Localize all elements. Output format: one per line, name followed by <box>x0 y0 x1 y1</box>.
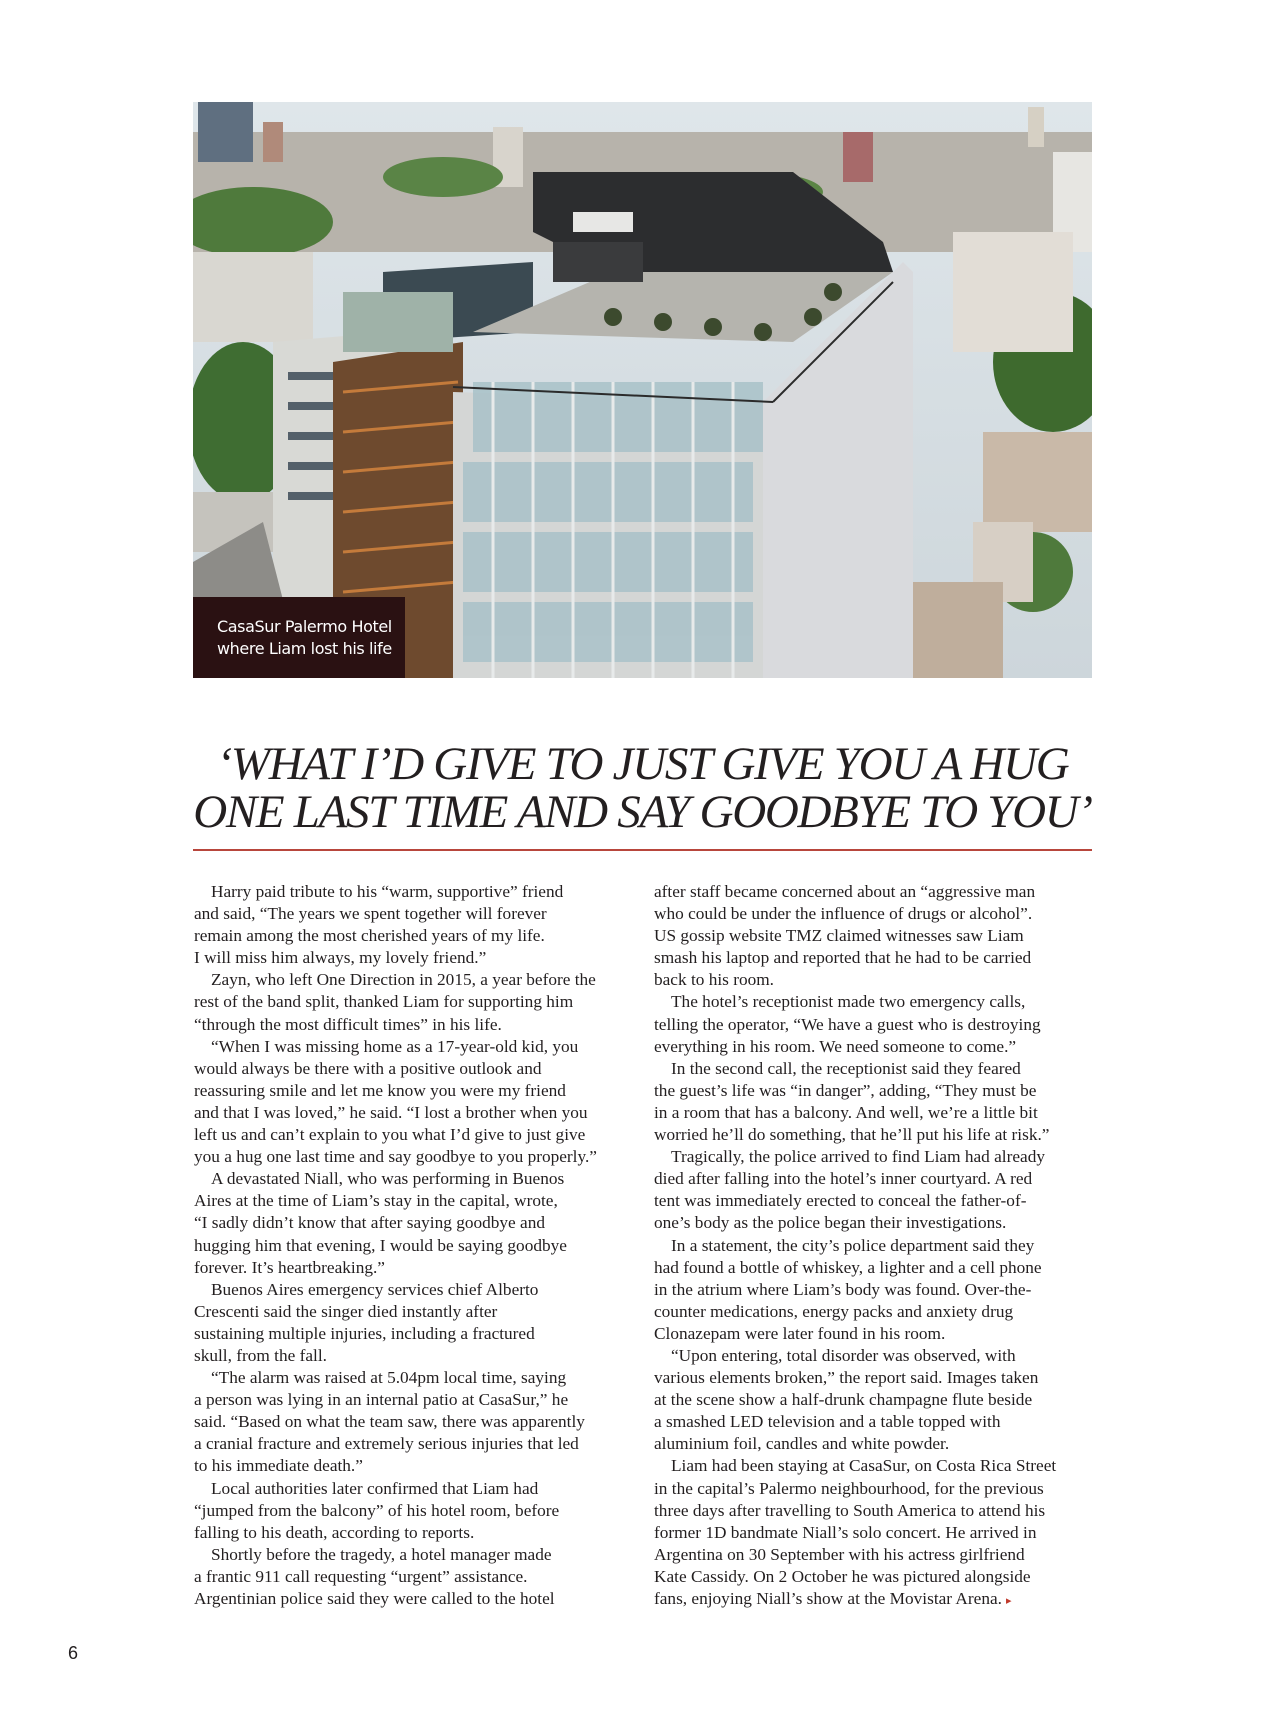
text-line: “When I was missing home as a 17-year-old kid, you <box>211 1036 579 1056</box>
text-line: Liam had been staying at CasaSur, on Costa Rica Street <box>671 1456 1057 1476</box>
text-line: Argentina on 30 September with his actress girlfriend <box>654 1544 1025 1564</box>
aerial-hotel-photo-icon <box>193 102 1092 678</box>
text-line: aluminium foil, candles and white powder. <box>654 1434 950 1454</box>
text-line: “Upon entering, total disorder was observed, with <box>671 1345 1016 1365</box>
text-line: falling to his death, according to reports. <box>194 1522 475 1542</box>
text-line-last <box>654 1588 1094 1610</box>
text-line: left us and can’t explain to you what I’d give to just give <box>194 1125 586 1145</box>
photo-caption <box>193 597 405 678</box>
text-line: “through the most difficult times” in his life. <box>194 1014 502 1034</box>
text-line: three days after travelling to South America to attend his <box>654 1500 1046 1520</box>
text-line: “The alarm was raised at 5.04pm local time, saying <box>211 1368 567 1388</box>
text-line: rest of the band split, thanked Liam for supporting him <box>194 992 574 1012</box>
text-line: in a room that has a balcony. And well, we’re a little bit <box>654 1102 1038 1122</box>
text-line: in the capital’s Palermo neighbourhood, for the previous <box>654 1478 1044 1498</box>
text-line: Buenos Aires emergency services chief Alberto <box>211 1279 539 1299</box>
text-line: would always be there with a positive outlook and <box>194 1058 542 1078</box>
text-line: telling the operator, “We have a guest who is destroying <box>654 1014 1041 1034</box>
text-line: sustaining multiple injuries, including a fractured <box>194 1323 535 1343</box>
text-line: one’s body as the police began their investigations. <box>654 1213 1007 1233</box>
text-line: Argentinian police said they were called to the hotel <box>194 1589 555 1608</box>
text-line: and said, “The years we spent together will forever <box>194 904 547 924</box>
text-line: to his immediate death.” <box>194 1456 363 1476</box>
text-line: forever. It’s heartbreaking.” <box>194 1257 385 1277</box>
text-line: said. “Based on what the team saw, there was apparently <box>194 1412 585 1432</box>
headline <box>193 740 1092 836</box>
text-line: Clonazepam were later found in his room. <box>654 1323 946 1343</box>
text-line: Crescenti said the singer died instantly after <box>194 1301 498 1321</box>
text-line: In a statement, the city’s police department said they <box>671 1235 1035 1255</box>
text-line: smash his laptop and reported that he had to be carried <box>654 948 1032 968</box>
text-line: tent was immediately erected to conceal the father-of- <box>654 1191 1027 1211</box>
text-line: The hotel’s receptionist made two emergency calls, <box>671 992 1026 1012</box>
text-line: “jumped from the balcony” of his hotel room, before <box>194 1500 560 1520</box>
text-line: and that I was loved,” he said. “I lost a brother when you <box>194 1102 588 1122</box>
text-line: remain among the most cherished years of my life. <box>194 926 545 946</box>
text-line: Aires at the time of Liam’s stay in the capital, wrote, <box>194 1191 558 1211</box>
text-line: the guest’s life was “in danger”, adding, “They must be <box>654 1080 1037 1100</box>
text-line: after staff became concerned about an “aggressive man <box>654 882 1036 901</box>
hotel-photo <box>193 102 1092 678</box>
text-line: US gossip website TMZ claimed witnesses saw Liam <box>654 926 1024 946</box>
text-line: various elements broken,” the report said. Images taken <box>654 1368 1039 1388</box>
text-line: counter medications, energy packs and anxiety drug <box>654 1301 1014 1321</box>
text-line: back to his room. <box>654 970 774 990</box>
text-line: “I sadly didn’t know that after saying goodbye and <box>194 1213 545 1233</box>
text-line: Shortly before the tragedy, a hotel manager made <box>211 1544 552 1564</box>
text-line: Kate Cassidy. On 2 October he was pictured alongside <box>654 1566 1031 1586</box>
text-line: everything in his room. We need someone to come.” <box>654 1036 1017 1056</box>
text-line: who could be under the influence of drugs or alcohol”. <box>654 904 1033 924</box>
text-line: skull, from the fall. <box>194 1345 327 1365</box>
text-line: a smashed LED television and a table topped with <box>654 1412 1001 1432</box>
text-line: Tragically, the police arrived to find Liam had already <box>671 1147 1045 1167</box>
text-line: at the scene show a half-drunk champagne flute beside <box>654 1390 1033 1410</box>
headline-line: ‘WHAT I’D GIVE TO JUST GIVE YOU A HUG <box>216 738 1069 790</box>
text-line: a cranial fracture and extremely serious injuries that led <box>194 1434 579 1454</box>
text-line: a frantic 911 call requesting “urgent” assistance. <box>194 1566 528 1586</box>
text-line: hugging him that evening, I would be saying goodbye <box>194 1235 567 1255</box>
page-number: 6 <box>68 1643 79 1663</box>
headline-line: ONE LAST TIME AND SAY GOODBYE TO YOU’ <box>193 786 1092 838</box>
caption-line: CasaSur Palermo Hotel <box>217 617 392 636</box>
text-line: you a hug one last time and say goodbye to you properly.” <box>194 1147 597 1167</box>
body-column-right <box>654 881 1094 1610</box>
text-line: in the atrium where Liam’s body was found. Over-the- <box>654 1279 1032 1299</box>
text-line: Harry paid tribute to his “warm, supportive” friend <box>211 882 564 901</box>
text-line: Zayn, who left One Direction in 2015, a year before the <box>211 970 596 990</box>
text-line: In the second call, the receptionist said they feared <box>671 1058 1021 1078</box>
text-line: reassuring smile and let me know you were my friend <box>194 1080 566 1100</box>
text-line-content: fans, enjoying Niall’s show at the Movistar Arena. <box>654 1589 1002 1608</box>
continue-arrow-icon: ▸ <box>1005 1595 1012 1607</box>
caption-line: where Liam lost his life <box>217 639 392 658</box>
headline-divider <box>193 849 1092 851</box>
text-line: I will miss him always, my lovely friend.” <box>194 948 487 968</box>
text-line: had found a bottle of whiskey, a lighter and a cell phone <box>654 1257 1042 1277</box>
body-column-left <box>194 881 634 1610</box>
text-line: A devastated Niall, who was performing in Buenos <box>211 1169 565 1189</box>
text-line: former 1D bandmate Niall’s solo concert. He arrived in <box>654 1522 1037 1542</box>
text-line: a person was lying in an internal patio at CasaSur,” he <box>194 1390 569 1410</box>
text-line: Local authorities later confirmed that Liam had <box>211 1478 539 1498</box>
text-line: worried he’ll do something, that he’ll put his life at risk.” <box>654 1125 1050 1145</box>
text-line: died after falling into the hotel’s inner courtyard. A red <box>654 1169 1033 1189</box>
